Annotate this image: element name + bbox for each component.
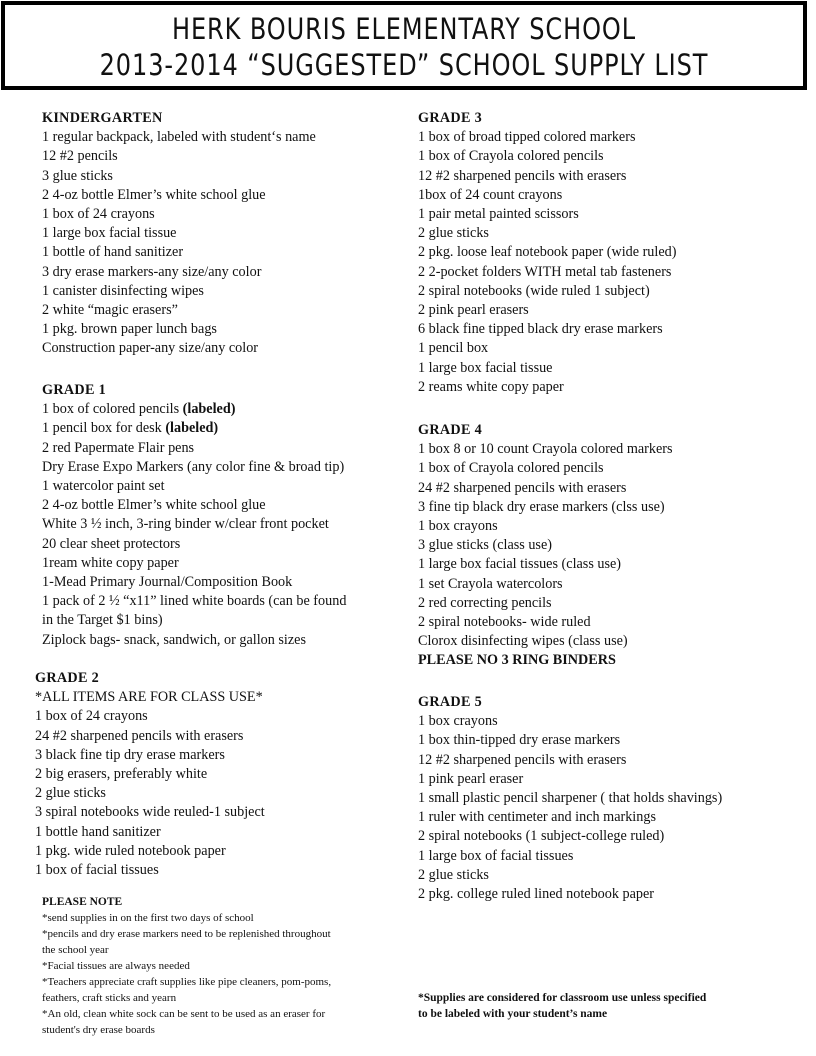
supply-item [418,224,676,243]
supply-item-text: 2 pkg. loose leaf notebook paper (wide ruled) [418,244,677,261]
supply-item [35,727,265,746]
section-grade-3 [418,109,676,397]
note-line: *An old, clean white sock can be sent to be used as an eraser for [42,1008,326,1020]
section-heading: GRADE 4 [418,422,482,438]
please-note-heading: PLEASE NOTE [42,896,123,908]
section-heading: KINDERGARTEN [42,110,163,126]
supply-item-text: Dry Erase Expo Markers (any color fine & broad tip) [42,458,345,475]
supply-item [42,611,346,630]
supply-item [42,205,316,224]
supply-item-text: 1 box crayons [418,713,498,730]
supply-item [35,688,265,707]
supply-item-text: 1 large box facial tissue [42,225,177,242]
supply-item-text: 1 bottle of hand sanitizer [42,244,184,261]
footnote [418,990,788,1022]
supply-item [418,301,676,320]
supply-item-text: 2 glue sticks [35,785,106,802]
supply-item [418,594,673,613]
supply-item [418,167,676,186]
supply-item-text: 1 pencil box [418,340,489,357]
supply-item [42,263,316,282]
supply-item-text: 1 box of broad tipped colored markers [418,129,636,146]
section-grade-4 [418,421,673,671]
supply-item [35,861,265,880]
supply-item [418,459,673,478]
supply-item [42,400,346,419]
supply-item-text: 2 reams white copy paper [418,378,564,395]
supply-item [418,751,722,770]
supply-item [418,731,722,750]
section-kindergarten [42,109,316,359]
supply-item [35,803,265,822]
supply-item-text: 2 4-oz bottle Elmer’s white school glue [42,497,266,514]
note-line: the school year [42,944,109,956]
supply-item [42,554,346,573]
supply-item [42,282,316,301]
supply-item-text: White 3 ½ inch, 3-ring binder w/clear front pocket [42,516,329,533]
section-heading: GRADE 2 [35,670,99,686]
supply-item [42,439,346,458]
supply-item-text: 2 glue sticks [418,225,489,242]
supply-item [35,842,265,861]
supply-item-text: 1 canister disinfecting wipes [42,282,204,299]
supply-item [42,573,346,592]
note-line: feathers, craft sticks and yearn [42,992,177,1004]
supply-item [35,823,265,842]
supply-item-text: 2 pkg. college ruled lined notebook paper [418,886,654,903]
supply-item-text: 1 large box facial tissues (class use) [418,556,622,573]
footnote-line: to be labeled with your student’s name [418,1008,608,1020]
supply-item-text: 1 ruler with centimeter and inch markings [418,809,656,826]
supply-item-text: Clorox disinfecting wipes (class use) [418,633,628,650]
supply-item [42,535,346,554]
supply-item-text: 3 fine tip black dry erase markers (clss use) [418,498,665,515]
section-grade-1 [42,381,346,650]
supply-item [418,128,676,147]
supply-item-text: 20 clear sheet protectors [42,535,181,552]
supply-item [418,186,676,205]
supply-item [35,707,265,726]
supply-item-text: Ziplock bags- snack, sandwich, or gallon sizes [42,631,306,648]
supply-item-text: 3 dry erase markers-any size/any color [42,263,262,280]
supply-item [42,496,346,515]
supply-item-text: 1 set Crayola watercolors [418,575,563,592]
supply-item-text: 1 pencil box for desk [42,420,166,437]
list-title: 2013-2014 “SUGGESTED” SCHOOL SUPPLY LIST [99,48,709,82]
supply-item-text: 2 4-oz bottle Elmer’s white school glue [42,186,266,203]
supply-item-text: 1 box of Crayola colored pencils [418,148,604,165]
supply-item [42,128,316,147]
supply-item-text: 1box of 24 count crayons [418,186,563,203]
supply-item-text: 1 box 8 or 10 count Crayola colored markers [418,441,673,458]
supply-item [418,885,722,904]
note-line: *send supplies in on the first two days of school [42,912,254,924]
supply-item [35,765,265,784]
supply-item [418,712,722,731]
supply-item [42,592,346,611]
supply-item [42,301,316,320]
supply-item [418,320,676,339]
note-line: *Facial tissues are always needed [42,960,190,972]
supply-item-text: in the Target $1 bins) [42,612,163,629]
supply-item [418,847,722,866]
supply-item-text: 1 box of Crayola colored pencils [418,460,604,477]
supply-item [35,784,265,803]
supply-item [418,827,722,846]
supply-item-text: 3 glue sticks [42,167,113,184]
supply-item-text: 2 spiral notebooks- wide ruled [418,614,591,631]
supply-item [418,243,676,262]
footnote-line: *Supplies are considered for classroom use unless specified [418,992,707,1004]
supply-item-text: 2 glue sticks [418,866,489,883]
supply-item-text: 6 black fine tipped black dry erase markers [418,321,663,338]
supply-item [418,555,673,574]
supply-item [418,282,676,301]
supply-item [418,613,673,632]
supply-item-text: 2 pink pearl erasers [418,302,529,319]
supply-item [418,147,676,166]
supply-item-text: 24 #2 sharpened pencils with erasers [418,479,627,496]
supply-item [418,339,676,358]
supply-item [35,746,265,765]
supply-item [418,440,673,459]
supply-item-text: 2 white “magic erasers” [42,302,178,319]
supply-item-text: 2 big erasers, preferably white [35,766,208,783]
supply-item-text: 1 pack of 2 ½ “x11” lined white boards (can be found [42,593,347,610]
supply-item-text: 2 red Papermate Flair pens [42,439,195,456]
supply-item-text: 1 pair metal painted scissors [418,206,579,223]
supply-item [418,651,673,670]
supply-item [418,770,722,789]
supply-item-text: 3 black fine tip dry erase markers [35,746,225,763]
supply-item-text: 1 box crayons [418,518,498,535]
supply-item-text: 12 #2 pencils [42,148,118,165]
supply-item-text: 1 large box facial tissue [418,359,553,376]
note-line: *Teachers appreciate craft supplies like pipe cleaners, pom-poms, [42,976,332,988]
supply-item-text: Construction paper-any size/any color [42,340,259,357]
supply-item-text: *ALL ITEMS ARE FOR CLASS USE* [35,689,263,706]
note-line: student's dry erase boards [42,1024,155,1036]
supply-item-emphasis: (labeled) [165,420,219,437]
supply-item [418,498,673,517]
supply-item-text: 3 glue sticks (class use) [418,537,552,554]
section-heading: GRADE 5 [418,694,482,710]
supply-item-text: 24 #2 sharpened pencils with erasers [35,727,244,744]
supply-item [418,479,673,498]
supply-item-text: 1 box of 24 crayons [42,206,155,223]
school-name: HERK BOURIS ELEMENTARY SCHOOL [172,12,636,46]
supply-item [418,536,673,555]
section-grade-5 [418,693,722,904]
supply-item-text: 1 pink pearl eraser [418,770,524,787]
supply-item-text: 1 box thin-tipped dry erase markers [418,732,621,749]
supply-item [42,458,346,477]
supply-item [418,808,722,827]
please-note [42,894,412,1038]
supply-item [42,339,316,358]
supply-item-text: 12 #2 sharpened pencils with erasers [418,751,627,768]
supply-item-emphasis: (labeled) [182,401,236,418]
section-grade-2 [35,669,265,880]
supply-item [42,320,316,339]
supply-item-text: 1 pkg. brown paper lunch bags [42,321,217,338]
supply-item-text: 1 watercolor paint set [42,478,165,495]
supply-item-text: 1 pkg. wide ruled notebook paper [35,842,226,859]
supply-item [418,205,676,224]
supply-item-text: 2 2-pocket folders WITH metal tab fasteners [418,263,672,280]
supply-item-text: 1 box of 24 crayons [35,708,148,725]
supply-item-text: 12 #2 sharpened pencils with erasers [418,167,627,184]
supply-item [42,167,316,186]
supply-item [418,517,673,536]
supply-item [418,789,722,808]
supply-item [42,147,316,166]
supply-item [42,224,316,243]
supply-item [42,515,346,534]
supply-item [42,186,316,205]
supply-item [418,575,673,594]
supply-item [418,263,676,282]
supply-item-emphasis: PLEASE NO 3 RING BINDERS [418,652,616,669]
supply-item [42,477,346,496]
title-banner [1,1,807,90]
supply-item-text: 1 bottle hand sanitizer [35,823,161,840]
supply-item-text: 1 box of colored pencils [42,401,183,418]
section-heading: GRADE 1 [42,382,106,398]
supply-item-text: 3 spiral notebooks wide reuled-1 subject [35,804,265,821]
section-heading: GRADE 3 [418,110,482,126]
supply-item [42,419,346,438]
supply-item-text: 2 red correcting pencils [418,594,552,611]
supply-item [418,359,676,378]
supply-item-text: 2 spiral notebooks (wide ruled 1 subject) [418,282,650,299]
supply-item [42,631,346,650]
supply-item [42,243,316,262]
supply-item [418,378,676,397]
supply-item [418,866,722,885]
supply-item [418,632,673,651]
note-line: *pencils and dry erase markers need to be replenished throughout [42,928,331,940]
supply-item-text: 1-Mead Primary Journal/Composition Book [42,574,293,591]
supply-item-text: 1 large box of facial tissues [418,847,574,864]
supply-item-text: 1 small plastic pencil sharpener ( that holds shavings) [418,790,723,807]
supply-item-text: 1 regular backpack, labeled with student‘s name [42,129,316,146]
supply-item-text: 1 box of facial tissues [35,862,159,879]
supply-item-text: 1ream white copy paper [42,554,179,571]
supply-item-text: 2 spiral notebooks (1 subject-college ruled) [418,828,665,845]
